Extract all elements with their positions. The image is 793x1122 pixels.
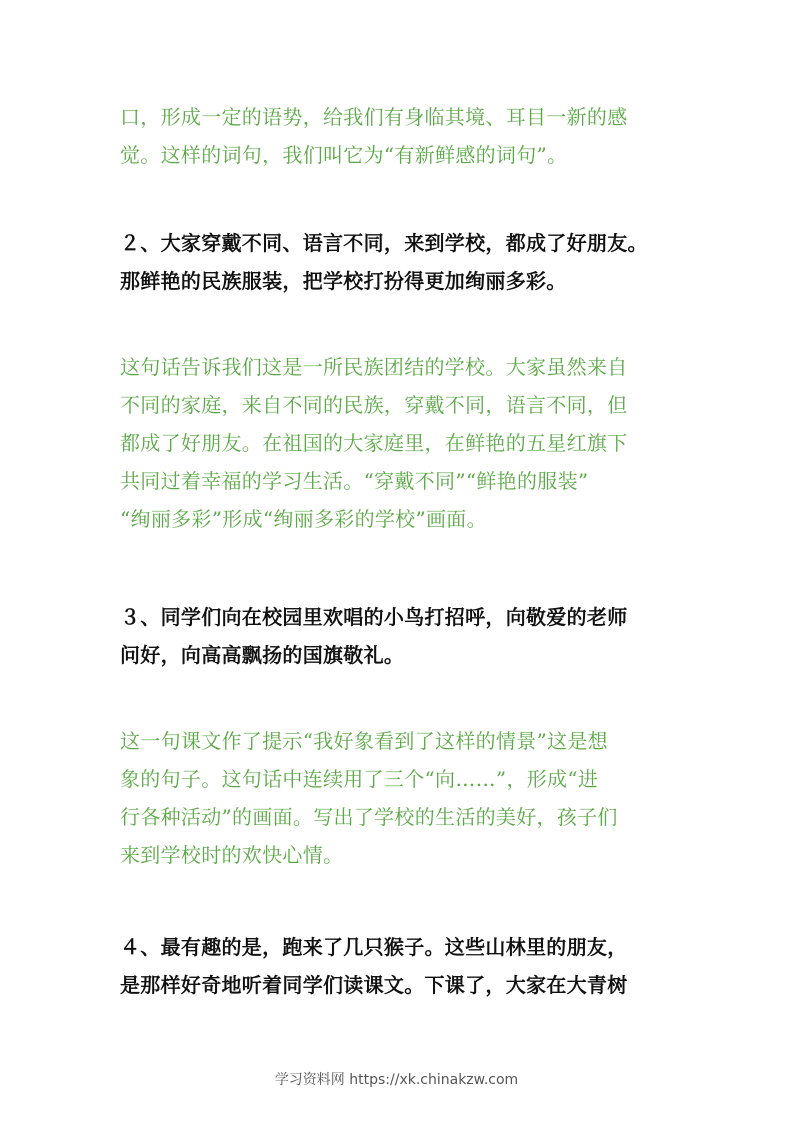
text-line: ３、同学们向在校园里欢唱的小鸟打招呼，向敬爱的老师 — [120, 605, 628, 629]
text-line: 象的句子。这句话中连续用了三个“向……”，形成“进 — [120, 767, 599, 791]
text-line: 都成了好朋友。在祖国的大家庭里，在鲜艳的五星红旗下 — [120, 431, 628, 455]
text-line: 口，形成一定的语势，给我们有身临其境、耳目一新的感 — [120, 105, 628, 129]
text-line: “绚丽多彩”形成“绚丽多彩的学校”画面。 — [120, 507, 487, 531]
paragraph-5 — [120, 722, 680, 874]
text-line: 不同的家庭，来自不同的民族，穿戴不同，语言不同，但 — [120, 393, 628, 417]
paragraph-1 — [120, 98, 680, 174]
paragraph-3 — [120, 348, 680, 538]
paragraph-2-heading — [120, 224, 680, 300]
text-line: 共同过着幸福的学习生活。“穿戴不同”“鲜艳的服装” — [120, 469, 589, 493]
text-line: 是那样好奇地听着同学们读课文。下课了，大家在大青树 — [120, 973, 628, 997]
text-line: 来到学校时的欢快心情。 — [120, 843, 344, 867]
text-line: 行各种活动”的画面。写出了学校的生活的美好，孩子们 — [120, 805, 618, 829]
paragraph-6-heading — [120, 928, 680, 1004]
text-line: 这一句课文作了提示“我好象看到了这样的情景”这是想 — [120, 729, 608, 753]
paragraph-4-heading — [120, 598, 680, 674]
text-line: ４、最有趣的是，跑来了几只猴子。这些山林里的朋友， — [120, 935, 628, 959]
text-line: 那鲜艳的民族服装，把学校打扮得更加绚丽多彩。 — [120, 269, 567, 293]
text-line: 问好，向高高飘扬的国旗敬礼。 — [120, 643, 405, 667]
text-line: ２、大家穿戴不同、语言不同，来到学校，都成了好朋友。 — [120, 231, 648, 255]
text-line: 这句话告诉我们这是一所民族团结的学校。大家虽然来自 — [120, 355, 628, 379]
text-line: 觉。这样的词句，我们叫它为“有新鲜感的词句”。 — [120, 143, 568, 167]
footer-watermark: 学习资料网 https://xk.chinakzw.com — [274, 1072, 519, 1088]
